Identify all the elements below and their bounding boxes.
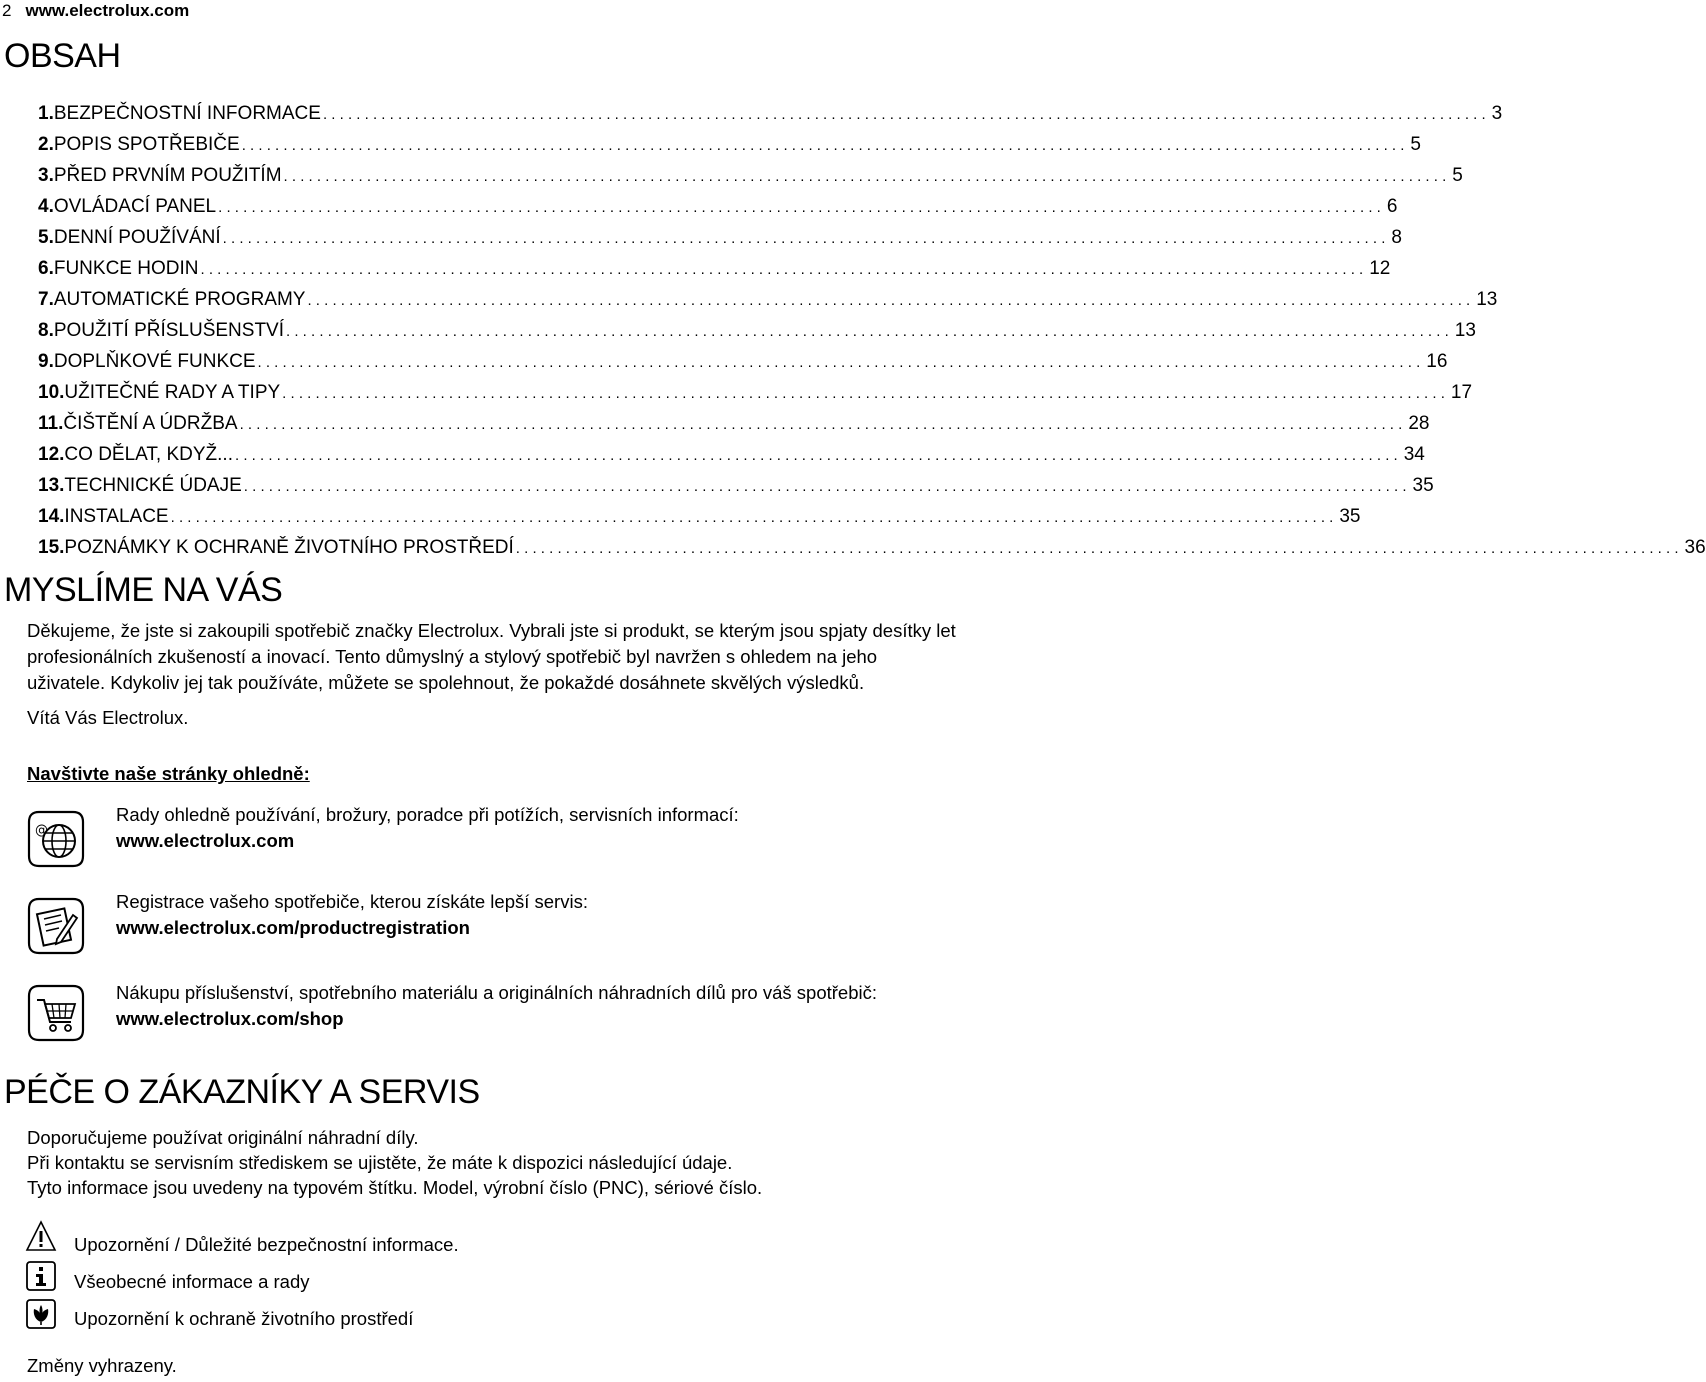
toc-item-label: TECHNICKÉ ÚDAJE (64, 475, 242, 496)
intro-paragraph: Děkujeme, že jste si zakoupili spotřebič značky Electrolux. Vybrali jste si produkt, se kterým jsou spjaty desítky let profesionálních zkušeností a inovací. Tento důmyslný a stylový spotřebič byl navržen s ohledem na jeho uživatele. Kdykoliv jej tak používáte, můžete se spolehnout, že pokaždé dosáhnete skvělých výsledků. (27, 620, 956, 693)
care-line: Při kontaktu se servisním střediskem se ujistěte, že máte k dispozici následující údaje. (27, 1152, 733, 1173)
visit-heading: Navštivte naše stránky ohledně: (27, 763, 310, 784)
toc-leader-dots (516, 533, 1679, 564)
toc-item-number: 6. (38, 258, 54, 279)
page-header (2, 0, 189, 22)
toc-leader-dots (218, 192, 1381, 223)
svg-text:@: @ (35, 823, 48, 838)
service-description: Registrace vašeho spotřebiče, kterou získáte lepší servis: (116, 891, 588, 912)
toc-item-label: CO DĚLAT, KDYŽ... (64, 444, 233, 465)
toc-item-number: 2. (38, 134, 54, 155)
toc-leader-dots (240, 409, 1403, 440)
toc-item[interactable] (38, 408, 1430, 439)
toc-item-page: 12 (1369, 258, 1391, 279)
toc-title: OBSAH (4, 37, 121, 75)
service-item (116, 889, 588, 941)
footer-note: Změny vyhrazeny. (27, 1355, 177, 1376)
environment-leaf-icon (25, 1298, 57, 1330)
toc-item-label: FUNKCE HODIN (53, 258, 199, 279)
toc-item-number: 9. (38, 351, 54, 372)
warning-icon (25, 1220, 57, 1252)
toc-item-label: ČIŠTĚNÍ A ÚDRŽBA (63, 413, 238, 434)
toc-item-number: 13. (38, 475, 65, 496)
toc-item[interactable] (38, 501, 1361, 532)
registration-notepad-icon (25, 895, 87, 957)
service-description: Nákupu příslušenství, spotřebního materiálu a originálních náhradních dílů pro váš spotřebič: (116, 982, 877, 1003)
welcome-text: Vítá Vás Electrolux. (27, 707, 189, 728)
web-globe-icon (25, 808, 87, 870)
toc-item[interactable] (38, 439, 1425, 470)
toc-item[interactable] (38, 377, 1473, 408)
toc-item-number: 1. (38, 103, 54, 124)
toc-item-page: 8 (1391, 227, 1402, 248)
toc-leader-dots (284, 161, 1447, 192)
legend-text: Všeobecné informace a rady (74, 1271, 310, 1292)
toc-item-label: POUŽITÍ PŘÍSLUŠENSTVÍ (53, 320, 285, 341)
service-link[interactable]: www.electrolux.com/shop (116, 1008, 344, 1029)
toc-item-label: INSTALACE (64, 506, 169, 527)
toc-item-number: 12. (38, 444, 65, 465)
table-of-contents (38, 98, 1706, 563)
toc-leader-dots (258, 347, 1421, 378)
toc-item[interactable] (38, 284, 1498, 315)
toc-item[interactable] (38, 315, 1476, 346)
toc-item-label: AUTOMATICKÉ PROGRAMY (53, 289, 306, 310)
toc-item[interactable] (38, 470, 1434, 501)
toc-leader-dots (171, 502, 1334, 533)
toc-item-number: 15. (38, 537, 65, 558)
care-line: Tyto informace jsou uvedeny na typovém štítku. Model, výrobní číslo (PNC), sériové číslo. (27, 1177, 763, 1198)
toc-item-page: 34 (1403, 444, 1425, 465)
site-url[interactable]: www.electrolux.com (25, 1, 190, 20)
care-paragraph (27, 1125, 762, 1200)
toc-item-page: 6 (1386, 196, 1398, 217)
toc-item-number: 14. (38, 506, 65, 527)
page-number: 2 (2, 1, 12, 20)
toc-item-label: PŘED PRVNÍM POUŽITÍM (53, 165, 282, 186)
toc-item-number: 7. (38, 289, 54, 310)
care-line: Doporučujeme používat originální náhradní díly. (27, 1127, 419, 1148)
service-link[interactable]: www.electrolux.com (116, 830, 295, 851)
toc-item-number: 4. (38, 196, 54, 217)
service-item (116, 980, 877, 1032)
service-description: Rady ohledně používání, brožury, poradce při potížích, servisních informací: (116, 804, 739, 825)
toc-item-label: OVLÁDACÍ PANEL (53, 196, 217, 217)
toc-item-label: DOPLŇKOVÉ FUNKCE (53, 351, 256, 372)
toc-item-page: 36 (1684, 537, 1706, 558)
toc-item[interactable] (38, 98, 1503, 129)
toc-item-page: 5 (1452, 165, 1463, 186)
toc-item-page: 35 (1339, 506, 1361, 527)
toc-item-page: 17 (1450, 382, 1473, 403)
toc-item-number: 11. (38, 413, 64, 434)
info-icon (25, 1260, 57, 1292)
toc-item-page: 28 (1408, 413, 1430, 434)
toc-leader-dots (323, 99, 1486, 130)
toc-item-number: 8. (38, 320, 54, 341)
toc-item-label: POZNÁMKY K OCHRANĚ ŽIVOTNÍHO PROSTŘEDÍ (64, 537, 514, 558)
toc-item-page: 35 (1412, 475, 1434, 496)
toc-item-label: UŽITEČNÉ RADY A TIPY (64, 382, 281, 403)
toc-leader-dots (235, 440, 1398, 471)
toc-item[interactable] (38, 346, 1448, 377)
toc-item-label: DENNÍ POUŽÍVÁNÍ (53, 227, 221, 248)
service-link[interactable]: www.electrolux.com/productregistration (116, 917, 470, 938)
toc-item-page: 5 (1410, 134, 1421, 155)
service-item (116, 802, 739, 854)
toc-item-page: 16 (1426, 351, 1448, 372)
toc-item[interactable] (38, 160, 1463, 191)
toc-leader-dots (286, 316, 1449, 347)
toc-item-page: 13 (1476, 289, 1498, 310)
toc-item[interactable] (38, 129, 1421, 160)
toc-item-page: 13 (1454, 320, 1476, 341)
toc-leader-dots (223, 223, 1386, 254)
toc-item[interactable] (38, 253, 1391, 284)
section-title-care: PÉČE O ZÁKAZNÍKY A SERVIS (4, 1073, 480, 1111)
shopping-cart-icon (25, 982, 87, 1044)
toc-item[interactable] (38, 222, 1402, 253)
toc-item-page: 3 (1491, 103, 1503, 124)
legend-text: Upozornění / Důležité bezpečnostní informace. (74, 1234, 459, 1255)
toc-item[interactable] (38, 191, 1398, 222)
toc-item-number: 5. (38, 227, 54, 248)
toc-leader-dots (244, 471, 1407, 502)
toc-leader-dots (307, 285, 1470, 316)
toc-item-number: 10. (38, 382, 65, 403)
section-title-thinking: MYSLÍME NA VÁS (4, 571, 283, 609)
toc-leader-dots (242, 130, 1405, 161)
toc-item[interactable] (38, 532, 1706, 563)
toc-item-label: BEZPEČNOSTNÍ INFORMACE (53, 103, 321, 124)
legend-text: Upozornění k ochraně životního prostředí (74, 1308, 414, 1329)
toc-item-number: 3. (38, 165, 54, 186)
toc-leader-dots (282, 378, 1445, 409)
toc-leader-dots (200, 254, 1363, 285)
toc-item-label: POPIS SPOTŘEBIČE (53, 134, 240, 155)
